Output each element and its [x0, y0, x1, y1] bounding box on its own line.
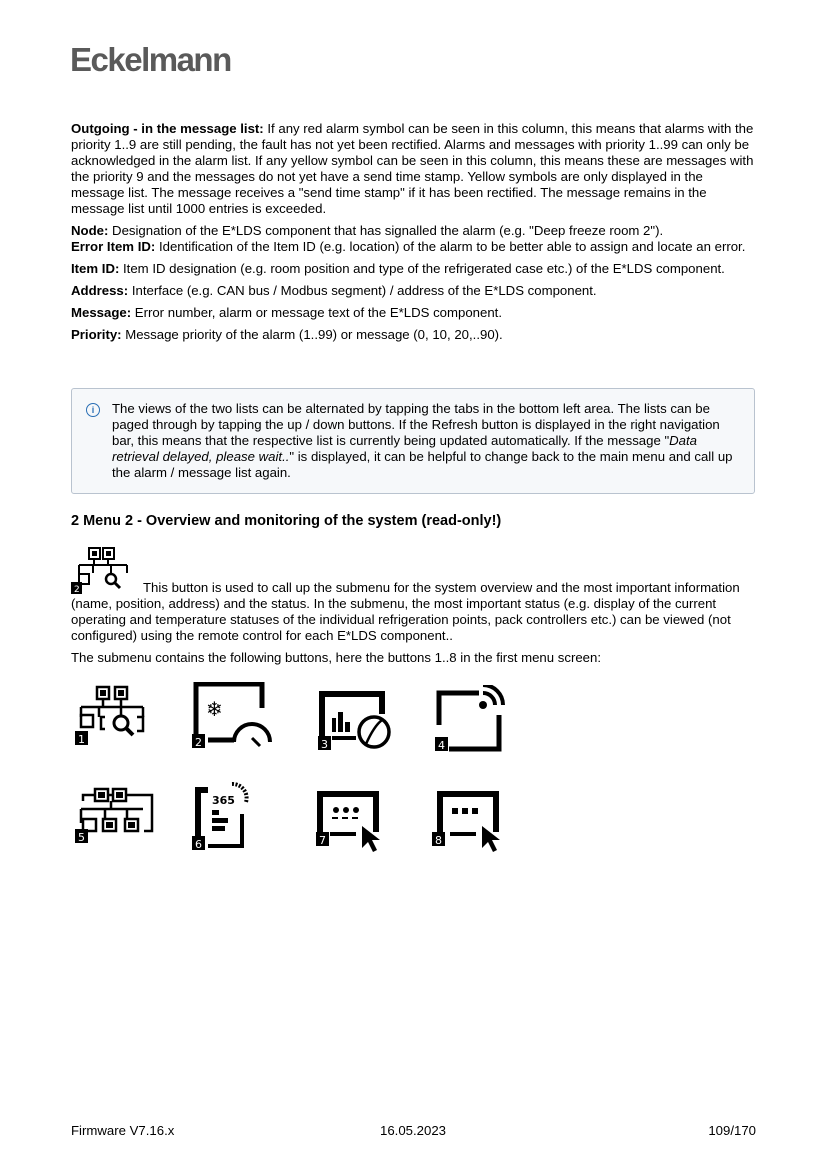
definition-text: Error number, alarm or message text of the E*LDS component.	[131, 305, 502, 320]
info-note	[71, 388, 755, 494]
term: Message:	[71, 305, 132, 320]
svg-text:4: 4	[438, 739, 445, 752]
definition-text: Identification of the Item ID (e.g. location) of the alarm to be better able to assign and locate an error.	[155, 239, 746, 254]
svg-text:3: 3	[321, 738, 328, 751]
note-text	[112, 401, 744, 481]
svg-text:❄: ❄	[206, 697, 223, 721]
submenu-text: The submenu contains the following buttons, here the buttons 1..8 in the first menu screen:	[71, 650, 602, 665]
footer-firmware: Firmware V7.16.x	[71, 1123, 175, 1138]
note-text-part: " is displayed, it can be helpful to change back to the main menu and call up the alarm / message list again.	[112, 449, 733, 480]
definition-text: Message priority of the alarm (1..99) or message (0, 10, 20,..90).	[121, 327, 503, 342]
definition-message	[71, 305, 759, 321]
remote-control-squares-icon	[432, 790, 512, 870]
remote-signal-icon	[435, 685, 515, 765]
refrigeration-gauge-icon	[192, 682, 272, 762]
svg-text:365: 365	[212, 794, 235, 807]
term: Error Item ID:	[71, 239, 156, 254]
definition-item-id	[71, 261, 759, 277]
term: Outgoing - in the message list:	[71, 121, 264, 136]
definitions	[71, 121, 759, 349]
svg-text:6: 6	[195, 838, 202, 851]
note-text-italic: Data retrieval delayed, please wait..	[112, 433, 697, 464]
definition-text: Interface (e.g. CAN bus / Modbus segment) / address of the E*LDS component.	[128, 283, 597, 298]
svg-text:1: 1	[78, 733, 85, 746]
definition-text: If any red alarm symbol can be seen in this column, this means that alarms with the priority 1..9 are still pending, the fault has not yet been rectified. Alarms and messages with priority 1..99 can only be acknowledged in the alarm list. If any yellow symbol can be seen in this column, this means these are messages with the priority 9 and the messages do not yet have a send time stamp. Yellow symbols are only displayed in the message list. The message receives a "send time stamp" if it has been rectified. The message remains in the message list until 1000 entries is exceeded.	[71, 121, 754, 216]
svg-text:8: 8	[435, 834, 442, 847]
network-topology-icon	[75, 785, 155, 865]
definition-node	[71, 223, 759, 239]
note-text-part: The views of the two lists can be alternated by tapping the tabs in the bottom left area. The lists can be paged through by tapping the up / down buttons. If the Refresh button is displayed in the right navigation bar, this means that the respective list is currently being updated automatically. If the message "	[112, 401, 720, 448]
intro-paragraph: This button is used to call up the submenu for the system overview and the most important information (name, position, address) and the status. In the submenu, the most important status (e.g. display of the current operating and temperature statuses of the individual refrigeration points, pack controllers etc.) can be viewed (not configured) using the remote control for each E*LDS component..	[71, 580, 740, 643]
term: Address:	[71, 283, 129, 298]
footer-page-number: 109/170	[708, 1123, 756, 1138]
svg-text:7: 7	[319, 834, 326, 847]
definition-text: Designation of the E*LDS component that has signalled the alarm (e.g. "Deep freeze room 2").	[108, 223, 664, 238]
definition-text: Item ID designation (e.g. room position and type of the refrigerated case etc.) of the E*LDS component.	[119, 261, 725, 276]
svg-text:5: 5	[78, 831, 85, 844]
eckelmann-logo: Eckelmann	[70, 41, 231, 78]
definition-address	[71, 283, 759, 299]
calendar-365-icon	[192, 780, 272, 860]
remote-control-dots-icon	[316, 790, 396, 870]
svg-text:2: 2	[74, 585, 80, 594]
pack-controller-icon	[318, 690, 398, 770]
term: Node:	[71, 223, 109, 238]
section-heading: 2 Menu 2 - Overview and monitoring of the system (read-only!)	[71, 513, 502, 529]
section-intro	[71, 580, 759, 672]
definition-outgoing	[71, 121, 759, 217]
term: Item ID:	[71, 261, 120, 276]
footer-date: 16.05.2023	[380, 1123, 447, 1138]
definition-priority	[71, 327, 759, 343]
system-overview-search-icon	[75, 685, 155, 765]
info-icon: i	[86, 403, 100, 417]
term: Priority:	[71, 327, 122, 342]
definition-error-item-id	[71, 239, 759, 255]
svg-text:2: 2	[195, 736, 202, 749]
